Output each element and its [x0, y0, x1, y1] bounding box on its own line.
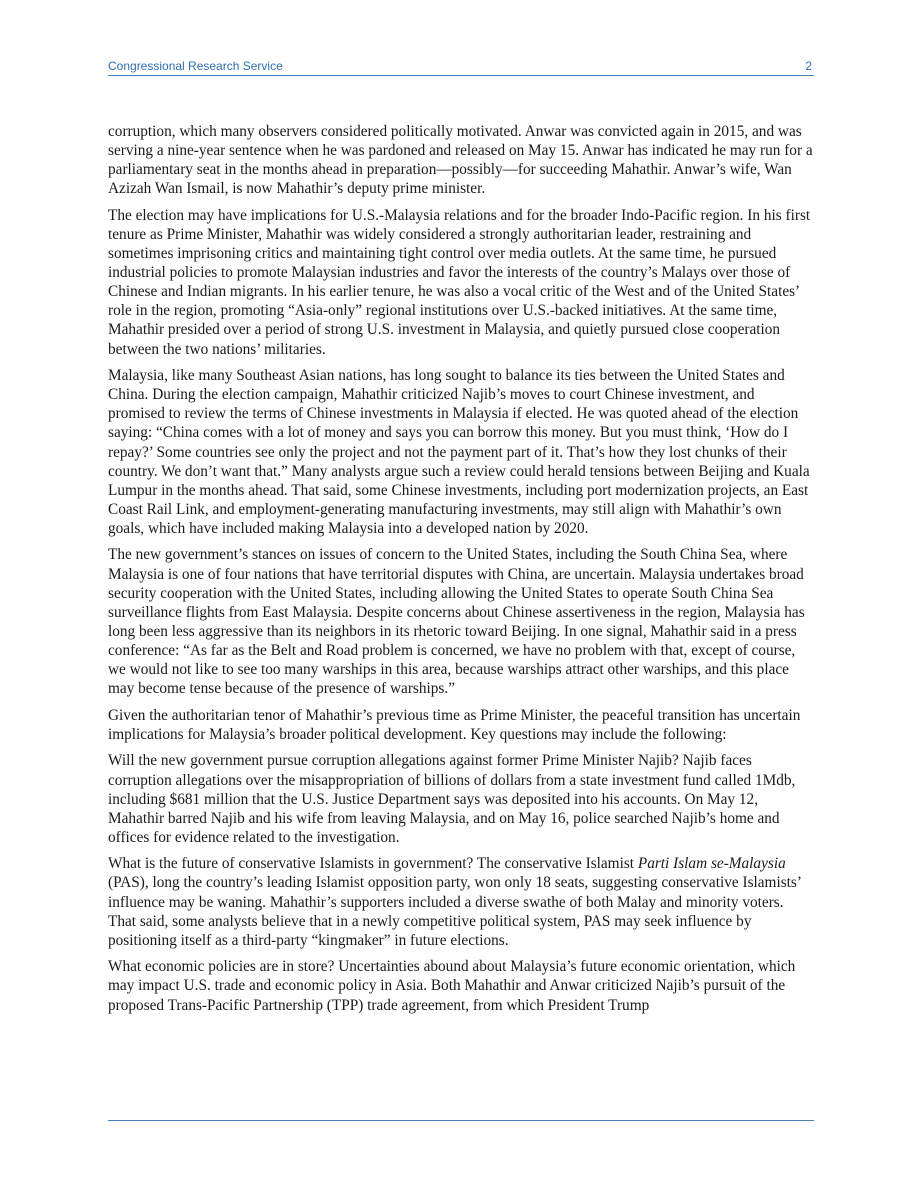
paragraph-implications: The election may have implications for U.S.-Malaysia relations and for the broader Indo-Pacific region. In his first tenure as Prime Minister, Mahathir was widely considered a strongly authoritarian leader, restraining and sometimes imprisoning critics and maintaining tight control over media outlets. At the same time, he pursued industrial policies to promote Malaysian industries and favor the interests of the country’s Malays over those of Chinese and Indian migrants. In his earlier tenure, he was also a vocal critic of the West and of the United States’ role in the region, promoting “Asia-only” regional institutions over U.S.-backed initiatives. At the same time, Mahathir presided over a period of strong U.S. investment in Malaysia, and quietly pursued close cooperation between the two nations’ militaries.	[108, 206, 811, 358]
paragraph-corruption-question: Will the new government pursue corruption allegations against former Prime Minister Najib? Najib faces corruption allegations over the misappropriation of billions of dollars from a state investment fund called 1Mdb, including $681 million that the U.S. Justice Department says was deposited into his accounts. On May 12, Mahathir barred Najib and his wife from leaving Malaysia, and on May 16, police searched Najib’s home and offices for evidence related to the investigation.	[108, 752, 796, 846]
header-org-name: Congressional Research Service	[108, 59, 283, 73]
party-name-italic: Parti Islam se-Malaysia	[637, 855, 786, 873]
text-segment: What is the future of conservative Islamists in government? The conservative Islamist	[108, 855, 638, 873]
text-segment: (PAS), long the country’s leading Islamist opposition party, won only 18 seats, suggesting conservative Islamists’ influence may be waning. Mahathir’s supporters included a diverse swathe of both Malay and minority voters. That said, some analysts believe that in a newly competitive political system, PAS may seek influence by positioning itself as a third-party “kingmaker” in future elections.	[108, 874, 801, 949]
paragraph-economic-question: What economic policies are in store? Uncertainties abound about Malaysia’s future economic orientation, which may impact U.S. trade and economic policy in Asia. Both Mahathir and Anwar criticized Najib’s pursuit of the proposed Trans-Pacific Partnership (TPP) trade agreement, from which President Trump	[108, 958, 796, 1014]
paragraph-islamists-question	[108, 854, 814, 949]
document-body	[108, 122, 814, 1022]
footer-divider	[108, 1120, 814, 1121]
paragraph-south-china-sea: The new government’s stances on issues of concern to the United States, including the South China Sea, where Malaysia is one of four nations that have territorial disputes with China, are uncertain. Malaysia undertakes broad security cooperation with the United States, including allowing the United States to operate South China Sea surveillance flights from East Malaysia. Despite concerns about Chinese assertiveness in the region, Malaysia has long been less aggressive than its neighbors in its rhetoric toward Beijing. In one signal, Mahathir said in a press conference: “As far as the Belt and Road problem is concerned, we have no problem with that, except of course, we would not like to see too many warships in this area, because warships attract other warships, and this place may become tense because of the presence of warships.”	[108, 546, 805, 698]
paragraph-key-questions: Given the authoritarian tenor of Mahathir’s previous time as Prime Minister, the peaceful transition has uncertain implications for Malaysia’s broader political development. Key questions may include the following:	[108, 706, 801, 743]
paragraph-anwar: corruption, which many observers considered politically motivated. Anwar was convicted again in 2015, and was serving a nine-year sentence when he was pardoned and released on May 15. Anwar has indicated he may run for a parliamentary seat in the months ahead in preparation—possibly—for succeeding Mahathir. Anwar’s wife, Wan Azizah Wan Ismail, is now Mahathir’s deputy prime minister.	[108, 123, 813, 198]
paragraph-us-china-balance: Malaysia, like many Southeast Asian nations, has long sought to balance its ties between the United States and China. During the election campaign, Mahathir criticized Najib’s moves to court Chinese investment, and promised to review the terms of Chinese investments in Malaysia if elected. He was quoted ahead of the election saying: “China comes with a lot of money and says you can borrow this money. But you must think, ‘How do I repay?’ Some countries see only the project and not the payment part of it. That’s how they lost chunks of their country. We don’t want that.” Many analysts argue such a review could herald tensions between Beijing and Kuala Lumpur in the months ahead. That said, some Chinese investments, including port modernization projects, an East Coast Rail Link, and employment-generating manufacturing investments, may still align with Mahathir’s own goals, which have included making Malaysia into a developed nation by 2020.	[108, 367, 810, 537]
page-header	[108, 58, 814, 76]
page-number: 2	[805, 59, 812, 73]
